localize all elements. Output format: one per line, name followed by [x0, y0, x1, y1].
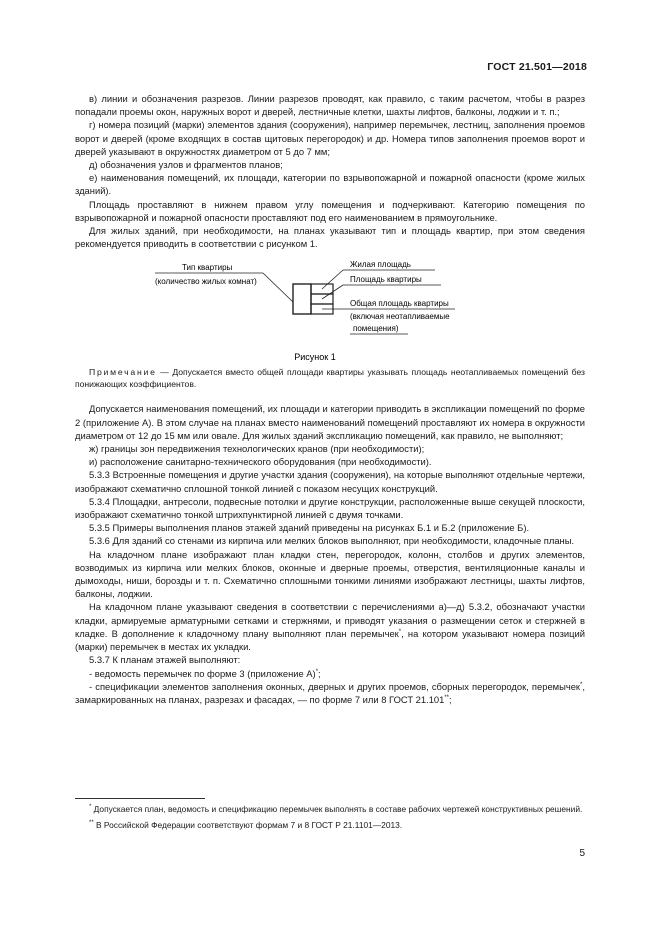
paragraph-zh: ж) границы зон передвижения технологических кранов (при необходимости);	[89, 443, 425, 455]
note	[75, 366, 585, 390]
figure-caption: Рисунок 1	[294, 352, 336, 363]
label-total-area: Общая площадь квартиры	[350, 299, 449, 309]
note-text: — Допускается вместо общей площади квартиры указывать площадь неотапливаемых помещений без понижающих коэффициентов.	[75, 367, 585, 390]
footnote-ref-1: *	[398, 628, 402, 635]
paragraph-g: г) номера позиций (марки) элементов здания (сооружения), например перемычек, лестниц, заполнения проемов ворот и дверей (кроме входящих в состав щитовых перегородок) и др. Номера типов заполнения проемов ворот и дверей указывают в окружностях диаметром от 5 до 7 мм;	[75, 119, 585, 157]
paragraph-5-3-7: 5.3.7 К планам этажей выполняют:	[89, 654, 241, 666]
paragraph-masonry-plan: На кладочном плане изображают план кладки стен, перегородок, колонн, столбов и других элементов, возводимых из кирпича или мелких блоков, оконные и дверные проемы, отверстия, вентиляционные каналы и дымоходы, ниши, борозды и т. п. Схематично сплошными тонкими линиями изображают лестницы, шахты лифтов, балконы, лоджии.	[75, 548, 585, 600]
paragraph-5-3-3: 5.3.3 Встроенные помещения и другие участки здания (сооружения), на которые выполняют отдельные чертежи, изображают схематично сплошной тонкой линией с показом несущих конструкций.	[75, 469, 585, 494]
figure-diagram	[75, 258, 585, 366]
label-apartment-area: Площадь квартиры	[350, 275, 422, 285]
label-apartment-type: Тип квартиры	[182, 263, 233, 273]
document-code: ГОСТ 21.501—2018	[487, 61, 587, 73]
label-total-note-1: (включая неотапливаемые	[350, 312, 450, 322]
paragraph-d: д) обозначения узлов и фрагментов планов;	[89, 159, 283, 171]
footnote-ref-2: **	[444, 694, 450, 701]
page-number: 5	[579, 848, 585, 859]
label-living-area: Жилая площадь	[350, 260, 411, 270]
paragraph-5-3-4: 5.3.4 Площадки, антресоли, подвесные потолки и другие конструкции, расположенные выше секущей плоскости, изображают схематично тонкой штрихпунктирной линией с двумя точками.	[75, 495, 585, 521]
paragraph-explication: Допускается наименования помещений, их площади и категории приводить в экспликации помещений по форме 2 (приложение А). В этом случае на планах вместо наименований помещений проставляют их номера в окружности диаметром от 12 до 15 мм или овале. Для жилых зданий экспликацию помещений, как правило, не выполняют;	[75, 403, 585, 441]
label-room-count: (количество жилых комнат)	[155, 277, 257, 287]
label-total-note-2: помещения)	[353, 324, 399, 334]
paragraph-5-3-6: 5.3.6 Для зданий со стенами из кирпича или мелких блоков выполняют, при необходимости, кладочные планы.	[89, 535, 575, 547]
paragraph-5-3-5: 5.3.5 Примеры выполнения планов этажей зданий приведены на рисунках Б.1 и Б.2 (приложение Б).	[89, 522, 530, 534]
page-body	[75, 92, 585, 706]
paragraph-area: Площадь проставляют в нижнем правом углу помещения и подчеркивают. Категорию помещения по взрывопожарной и пожарной опасности проставляют под его наименованием в прямоугольнике.	[75, 198, 585, 223]
paragraph-living: Для жилых зданий, при необходимости, на планах указывают тип и площадь квартир, при этом сведения рекомендуется приводить в соответствии с рисунком 1.	[75, 225, 585, 250]
figure-apartment-marking	[75, 258, 585, 366]
paragraph-specifications: - спецификации элементов заполнения оконных, дверных и других проемов, сборных перегородок, перемычек*, замаркированных на планах, разрезах и фасадах, — по форме 7 или 8 ГОСТ 21.101**;	[75, 680, 585, 705]
paragraph-masonry-info: На кладочном плане указывают сведения в соответствии с перечислениями а)—д) 5.3.2, обозначают участки кладки, армируемые арматурными сетками и стержнями, и приводят указания о размещении сеток и стержней в кладке. В дополнение к кладочному плану выполняют план перемычек*, на котором указывают номера позиций (марки) перемычек в местах их укладки.	[75, 601, 585, 653]
type-box	[293, 284, 311, 314]
paragraph-i: и) расположение санитарно-технического оборудования (при необходимости).	[89, 456, 432, 468]
footnote-divider	[75, 798, 205, 799]
note-prefix: Примечание	[89, 367, 157, 378]
footnote-ref-1b: *	[315, 668, 319, 675]
footnote-ref-1c: *	[580, 681, 583, 688]
paragraph-v: в) линии и обозначения разрезов. Линии разрезов проводят, как правило, с таким расчетом, чтобы в разрез попадали проемы окон, наружных ворот и дверей, лестничные клетки, шахты лифтов, балконы, лоджии и т. п.;	[75, 93, 585, 118]
paragraph-lintel-list: - ведомость перемычек по форме 3 (приложение А)*;	[89, 667, 321, 679]
footnote-2: ** В Российской Федерации соответствуют формам 7 и 8 ГОСТ Р 21.1101—2013.	[89, 820, 403, 830]
footnote-1: * Допускается план, ведомость и спецификацию перемычек выполнять в составе рабочих чертежей конструктивных решений.	[89, 804, 583, 814]
paragraph-e: е) наименования помещений, их площади, категории по взрывопожарной и пожарной опасности (кроме жилых зданий).	[75, 172, 585, 197]
footnotes	[75, 803, 585, 835]
